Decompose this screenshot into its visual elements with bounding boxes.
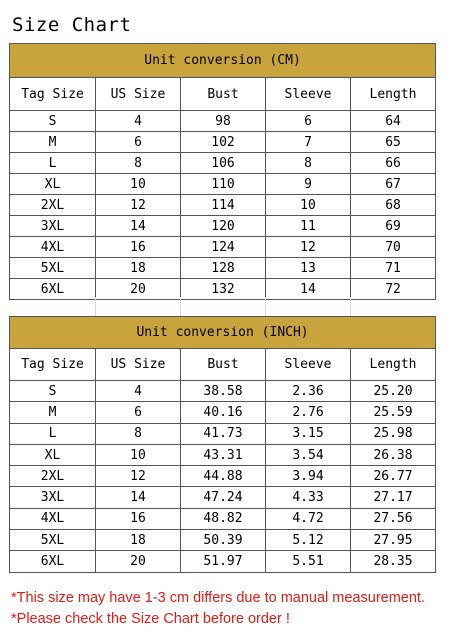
- table-cell: 6: [96, 402, 181, 423]
- table-row: [10, 487, 436, 508]
- table-cell: 5XL: [10, 258, 96, 279]
- table-cell: M: [10, 402, 96, 423]
- table-cell: 5.12: [266, 530, 351, 551]
- table-cell: 3.15: [266, 423, 351, 444]
- inch-header-sleeve: Sleeve: [266, 349, 351, 381]
- table-cell: 106: [181, 153, 266, 174]
- table-cell: 14: [96, 216, 181, 237]
- table-cell: 7: [266, 132, 351, 153]
- table-cell: 26.77: [351, 466, 436, 487]
- table-cell: 12: [266, 237, 351, 258]
- table-cell: 6XL: [10, 279, 96, 300]
- table-cell: 8: [266, 153, 351, 174]
- table-cell: L: [10, 423, 96, 444]
- table-cell: 14: [96, 487, 181, 508]
- table-cell: 2XL: [10, 466, 96, 487]
- table-cell: 41.73: [181, 423, 266, 444]
- table-cell: S: [10, 381, 96, 402]
- table-cell: 4XL: [10, 237, 96, 258]
- table-cell: 5.51: [266, 551, 351, 572]
- cm-header-us-size: US Size: [96, 78, 181, 111]
- table-cell: 50.39: [181, 530, 266, 551]
- check-size-note: *Please check the Size Chart before order !: [11, 611, 290, 627]
- table-cell: 12: [96, 466, 181, 487]
- table-cell: 5XL: [10, 530, 96, 551]
- table-cell: 11: [266, 216, 351, 237]
- table-cell: 20: [96, 279, 181, 300]
- table-row: [10, 153, 436, 174]
- table-cell: 66: [351, 153, 436, 174]
- table-cell: 10: [266, 195, 351, 216]
- table-cell: 2XL: [10, 195, 96, 216]
- table-cell: 10: [96, 174, 181, 195]
- table-cell: L: [10, 153, 96, 174]
- table-row: [10, 423, 436, 444]
- table-cell: 12: [96, 195, 181, 216]
- inch-header-length: Length: [351, 349, 436, 381]
- table-row: [10, 466, 436, 487]
- table-cell: 4: [96, 111, 181, 132]
- table-cell: 6: [266, 111, 351, 132]
- table-cell: 6: [96, 132, 181, 153]
- cm-table-caption: Unit conversion (CM): [10, 44, 436, 78]
- table-cell: 3.94: [266, 466, 351, 487]
- inch-header-us-size: US Size: [96, 349, 181, 381]
- table-cell: 69: [351, 216, 436, 237]
- table-cell: 114: [181, 195, 266, 216]
- table-row: [10, 381, 436, 402]
- table-cell: 43.31: [181, 444, 266, 465]
- table-cell: 6XL: [10, 551, 96, 572]
- table-cell: 68: [351, 195, 436, 216]
- table-row: [10, 551, 436, 572]
- cm-header-bust: Bust: [181, 78, 266, 111]
- table-row: [10, 216, 436, 237]
- table-cell: S: [10, 111, 96, 132]
- table-cell: 2.36: [266, 381, 351, 402]
- table-cell: 4.72: [266, 508, 351, 529]
- inch-table-caption: Unit conversion (INCH): [10, 317, 436, 349]
- table-cell: 110: [181, 174, 266, 195]
- table-cell: 72: [351, 279, 436, 300]
- table-row: [10, 508, 436, 529]
- table-row: [10, 530, 436, 551]
- table-cell: 13: [266, 258, 351, 279]
- table-cell: 128: [181, 258, 266, 279]
- table-cell: 51.97: [181, 551, 266, 572]
- table-cell: 8: [96, 423, 181, 444]
- table-cell: 20: [96, 551, 181, 572]
- table-cell: 70: [351, 237, 436, 258]
- table-cell: 38.58: [181, 381, 266, 402]
- inch-header-tag-size: Tag Size: [10, 349, 96, 381]
- measurement-note: *This size may have 1-3 cm differs due to manual measurement.: [11, 590, 425, 606]
- table-cell: 65: [351, 132, 436, 153]
- table-cell: 25.59: [351, 402, 436, 423]
- table-cell: 27.56: [351, 508, 436, 529]
- table-row: [10, 402, 436, 423]
- table-gap: [9, 297, 435, 318]
- table-cell: 64: [351, 111, 436, 132]
- table-cell: XL: [10, 174, 96, 195]
- cm-header-sleeve: Sleeve: [266, 78, 351, 111]
- table-cell: 48.82: [181, 508, 266, 529]
- table-cell: 47.24: [181, 487, 266, 508]
- table-cell: 28.35: [351, 551, 436, 572]
- cm-header-tag-size: Tag Size: [10, 78, 96, 111]
- table-cell: 132: [181, 279, 266, 300]
- table-cell: 102: [181, 132, 266, 153]
- table-row: [10, 237, 436, 258]
- table-cell: 18: [96, 258, 181, 279]
- table-cell: 27.95: [351, 530, 436, 551]
- inch-header-bust: Bust: [181, 349, 266, 381]
- table-cell: 16: [96, 237, 181, 258]
- table-cell: 26.38: [351, 444, 436, 465]
- table-cell: 25.20: [351, 381, 436, 402]
- table-cell: 18: [96, 530, 181, 551]
- table-cell: XL: [10, 444, 96, 465]
- table-cell: 124: [181, 237, 266, 258]
- table-cell: M: [10, 132, 96, 153]
- table-cell: 9: [266, 174, 351, 195]
- table-row: [10, 444, 436, 465]
- table-cell: 71: [351, 258, 436, 279]
- table-cell: 8: [96, 153, 181, 174]
- inch-size-table: [9, 316, 436, 573]
- table-cell: 4.33: [266, 487, 351, 508]
- table-cell: 4XL: [10, 508, 96, 529]
- page-title: Size Chart: [12, 14, 132, 36]
- table-cell: 2.76: [266, 402, 351, 423]
- table-cell: 3XL: [10, 487, 96, 508]
- table-cell: 14: [266, 279, 351, 300]
- table-row: [10, 195, 436, 216]
- table-cell: 67: [351, 174, 436, 195]
- table-cell: 4: [96, 381, 181, 402]
- cm-header-length: Length: [351, 78, 436, 111]
- table-cell: 120: [181, 216, 266, 237]
- table-row: [10, 258, 436, 279]
- table-cell: 25.98: [351, 423, 436, 444]
- table-cell: 16: [96, 508, 181, 529]
- table-cell: 98: [181, 111, 266, 132]
- table-cell: 3XL: [10, 216, 96, 237]
- table-cell: 40.16: [181, 402, 266, 423]
- table-row: [10, 132, 436, 153]
- cm-size-table: [9, 43, 436, 300]
- table-cell: 3.54: [266, 444, 351, 465]
- table-cell: 27.17: [351, 487, 436, 508]
- table-cell: 10: [96, 444, 181, 465]
- table-row: [10, 111, 436, 132]
- table-cell: 44.88: [181, 466, 266, 487]
- table-row: [10, 174, 436, 195]
